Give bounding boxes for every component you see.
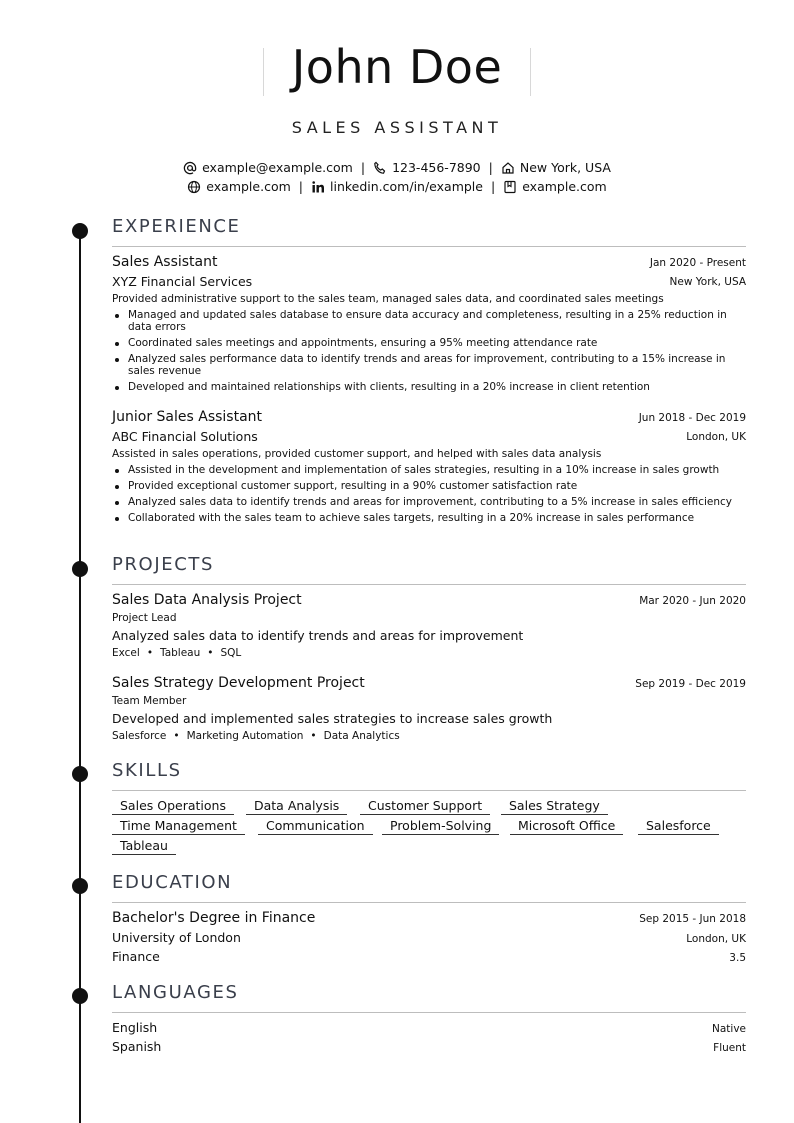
skill-tag: Problem-Solving bbox=[382, 818, 499, 835]
project-role: Project Lead bbox=[112, 612, 177, 624]
job-summary: Provided administrative support to the sales team, managed sales data, and coordinated sales meetings bbox=[112, 293, 664, 305]
project-tag: Salesforce bbox=[112, 730, 167, 742]
job-role: Junior Sales Assistant bbox=[112, 409, 263, 425]
candidate-name: John Doe bbox=[291, 40, 503, 94]
phone-link[interactable]: 123-456-7890 bbox=[392, 160, 481, 175]
at-icon bbox=[183, 161, 197, 175]
language-level: Fluent bbox=[713, 1042, 746, 1054]
skill-tag: Customer Support bbox=[360, 798, 490, 815]
job-bullet: Developed and maintained relationships with clients, resulting in a 20% increase in client retention bbox=[112, 381, 746, 393]
job-bullet: Analyzed sales data to identify trends and areas for improvement, contributing to a 5% increase in sales efficiency bbox=[112, 496, 746, 508]
timeline-dot-languages bbox=[72, 988, 88, 1004]
candidate-title: SALES ASSISTANT bbox=[291, 118, 503, 137]
job-role: Sales Assistant bbox=[112, 254, 218, 270]
job-bullet: Analyzed sales performance data to identify trends and areas for improvement, contributing to a 15% increase in sales revenue bbox=[112, 353, 746, 377]
project-tag: Marketing Automation bbox=[186, 730, 304, 742]
education-field: Finance bbox=[112, 949, 160, 964]
contact-row-1 bbox=[100, 160, 694, 175]
skill-tag: Sales Strategy bbox=[501, 798, 608, 815]
project-tag: Excel bbox=[112, 647, 140, 659]
language-level: Native bbox=[712, 1023, 746, 1035]
linkedin-icon bbox=[311, 180, 325, 194]
globe-icon bbox=[187, 180, 201, 194]
project-tag: Data Analytics bbox=[323, 730, 400, 742]
job-dates: Jan 2020 - Present bbox=[649, 257, 746, 269]
education-dates: Sep 2015 - Jun 2018 bbox=[639, 913, 746, 925]
project-role: Team Member bbox=[112, 695, 187, 707]
home-icon bbox=[501, 161, 515, 175]
skill-tag: Tableau bbox=[112, 838, 176, 855]
section-divider bbox=[112, 584, 746, 585]
contact-separator: | bbox=[360, 160, 366, 175]
job-dates: Jun 2018 - Dec 2019 bbox=[638, 412, 746, 424]
language-name: Spanish bbox=[112, 1039, 162, 1054]
contact-separator: | bbox=[490, 179, 496, 194]
contact-separator: | bbox=[298, 179, 303, 194]
bookmark-icon bbox=[503, 180, 517, 194]
project-tag: Tableau bbox=[160, 647, 201, 659]
education-degree: Bachelor's Degree in Finance bbox=[112, 910, 316, 926]
skill-tag: Salesforce bbox=[638, 818, 719, 835]
portfolio-link[interactable]: example.com bbox=[522, 179, 607, 194]
job-bullet: Assisted in the development and implementation of sales strategies, resulting in a 10% increase in sales growth bbox=[112, 464, 746, 476]
project-dates: Mar 2020 - Jun 2020 bbox=[639, 595, 746, 607]
project-tag: SQL bbox=[220, 647, 242, 659]
skill-tag: Microsoft Office bbox=[510, 818, 623, 835]
section-title-experience: EXPERIENCE bbox=[112, 216, 241, 237]
job-location: London, UK bbox=[686, 431, 746, 443]
skill-tag: Time Management bbox=[112, 818, 245, 835]
section-divider bbox=[112, 790, 746, 791]
email-link[interactable]: example@example.com bbox=[202, 160, 353, 175]
section-title-languages: LANGUAGES bbox=[112, 982, 239, 1003]
education-location: London, UK bbox=[686, 933, 746, 945]
section-title-skills: SKILLS bbox=[112, 760, 182, 781]
skill-tag: Data Analysis bbox=[246, 798, 347, 815]
project-name: Sales Data Analysis Project bbox=[112, 592, 302, 608]
section-title-projects: PROJECTS bbox=[112, 554, 215, 575]
section-divider bbox=[112, 246, 746, 247]
job-location: New York, USA bbox=[669, 276, 746, 288]
location-text: New York, USA bbox=[519, 160, 611, 175]
timeline-dot-projects bbox=[72, 561, 88, 577]
contact-separator: | bbox=[488, 160, 493, 175]
job-bullet: Provided exceptional customer support, resulting in a 90% customer satisfaction rate bbox=[112, 480, 746, 492]
section-title-education: EDUCATION bbox=[112, 872, 233, 893]
job-bullet: Managed and updated sales database to ensure data accuracy and completeness, resulting in a 25% reduction in data errors bbox=[112, 309, 746, 333]
job-bullet: Collaborated with the sales team to achieve sales targets, resulting in a 20% increase in sales performance bbox=[112, 512, 746, 524]
language-name: English bbox=[112, 1020, 158, 1035]
job-company: XYZ Financial Services bbox=[112, 274, 253, 289]
job-summary: Assisted in sales operations, provided customer support, and helped with sales data analysis bbox=[112, 448, 602, 460]
education-grade: 3.5 bbox=[729, 952, 746, 964]
linkedin-link[interactable]: linkedin.com/in/example bbox=[330, 179, 483, 194]
project-tags: Salesforce • Marketing Automation • Data Analytics bbox=[112, 730, 400, 742]
job-bullets bbox=[112, 464, 746, 528]
education-school: University of London bbox=[112, 930, 241, 945]
project-description: Analyzed sales data to identify trends and areas for improvement bbox=[112, 628, 524, 643]
job-bullets bbox=[112, 309, 746, 397]
section-divider bbox=[112, 1012, 746, 1013]
skill-tag: Sales Operations bbox=[112, 798, 234, 815]
project-dates: Sep 2019 - Dec 2019 bbox=[635, 678, 746, 690]
section-divider bbox=[112, 902, 746, 903]
timeline-dot-experience bbox=[72, 223, 88, 239]
project-tags: Excel • Tableau • SQL bbox=[112, 647, 242, 659]
skill-tag: Communication bbox=[258, 818, 373, 835]
timeline-dot-education bbox=[72, 878, 88, 894]
website-link[interactable]: example.com bbox=[206, 179, 291, 194]
job-bullet: Coordinated sales meetings and appointments, ensuring a 95% meeting attendance rate bbox=[112, 337, 746, 349]
project-description: Developed and implemented sales strategies to increase sales growth bbox=[112, 711, 553, 726]
timeline-dot-skills bbox=[72, 766, 88, 782]
contact-row-2 bbox=[100, 179, 694, 194]
phone-icon bbox=[373, 161, 387, 175]
job-company: ABC Financial Solutions bbox=[112, 429, 258, 444]
project-name: Sales Strategy Development Project bbox=[112, 675, 365, 691]
